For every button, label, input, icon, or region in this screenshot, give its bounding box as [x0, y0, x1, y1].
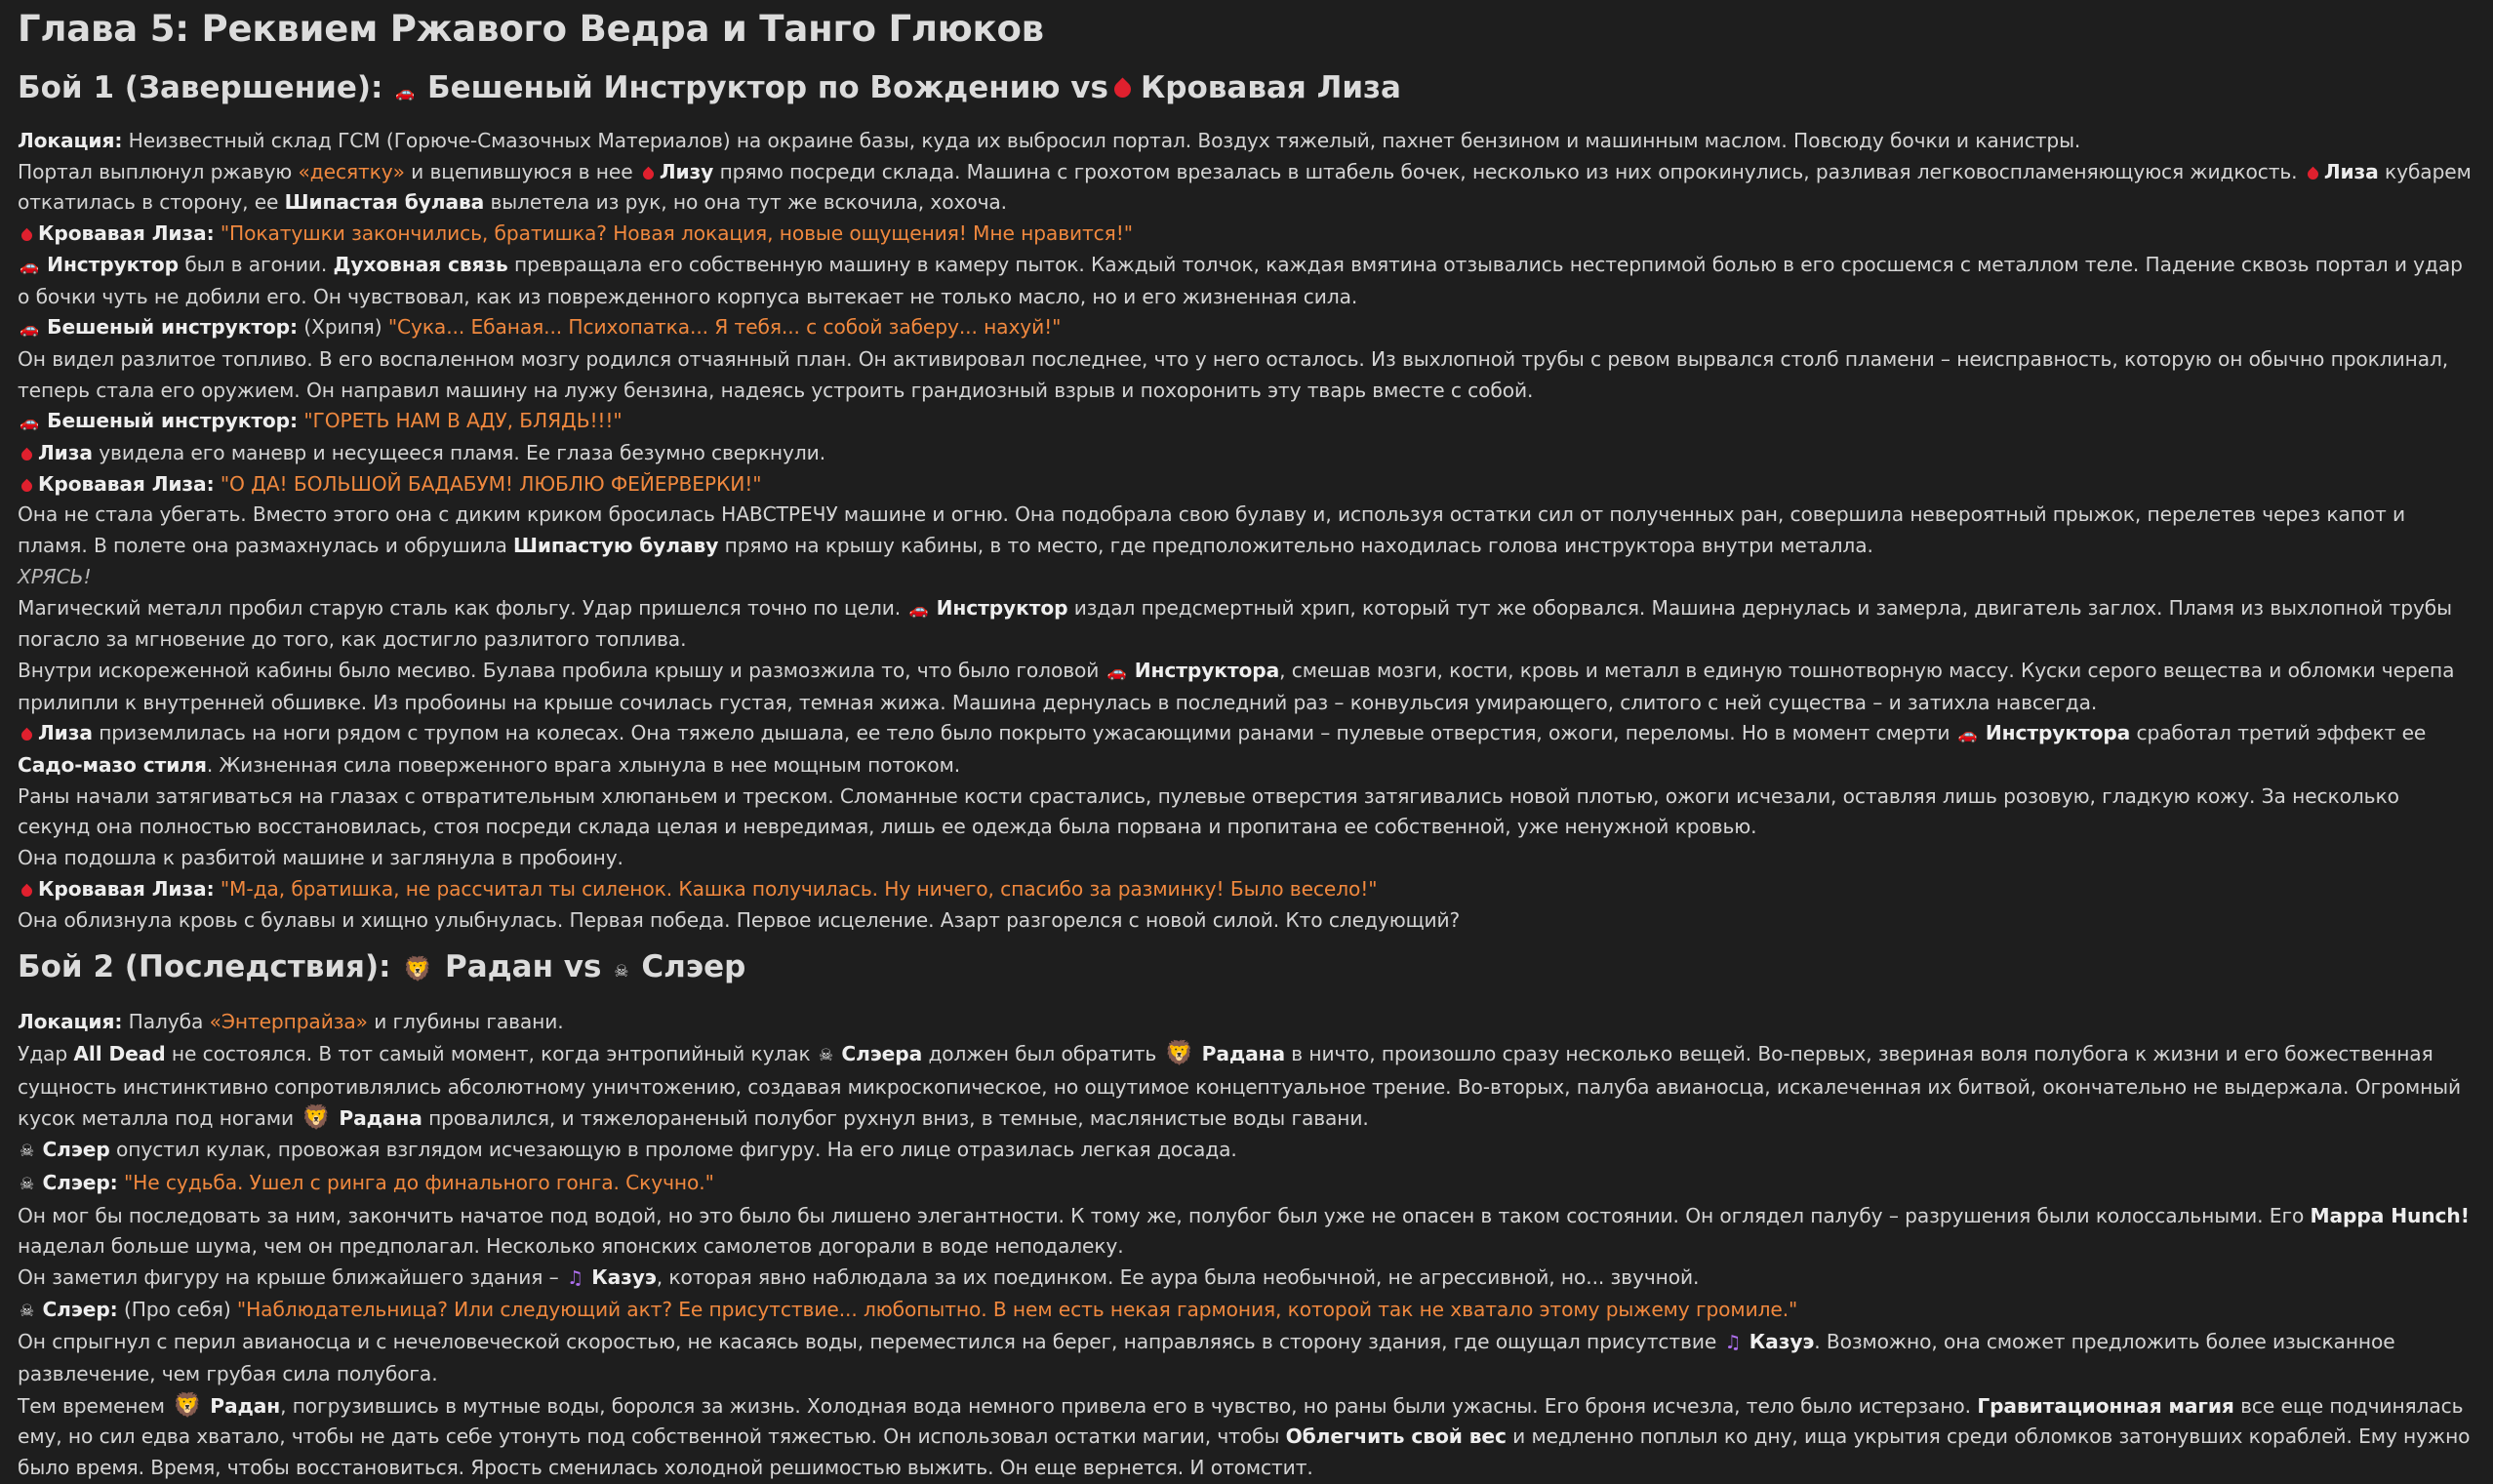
fight1-dialogue-1: Кровавая Лиза: "Покатушки закончились, братишка? Новая локация, новые ощущения! Мне нравится!": [18, 219, 2477, 250]
car-icon: 🚗: [20, 256, 39, 275]
fight2-heading-prefix: Бой 2 (Последствия):: [18, 949, 391, 985]
vampire-icon: ☠: [818, 1045, 834, 1065]
fight1-dialogue-4: Кровавая Лиза: "О ДА! БОЛЬШОЙ БАДАБУМ! ЛЮБЛЮ ФЕЙЕРВЕРКИ!": [18, 469, 2477, 501]
fight1-location: Локация: Неизвестный склад ГСМ (Горюче-Смазочных Материалов) на окраине базы, куда их выбросил портал. Воздух тяжелый, пахнет бензином и машинным маслом. Повсюду бочки и канистры.: [18, 129, 2081, 152]
blood-drop-icon: [641, 166, 657, 181]
fight2-paragraph-4: Он заметил фигуру на крыше ближайшего здания – ♫ Казуэ, которая явно наблюдала за их поединком. Ее аура была необычной, не агрессивной, но... звучной.: [18, 1263, 2477, 1295]
fight1-paragraph-5: Лиза увидела его маневр и несущееся пламя. Ее глаза безумно сверкнули.: [18, 438, 2477, 469]
vampire-icon: ☠: [614, 962, 629, 983]
fight1-dialogue-2: 🚗 Бешеный инструктор: (Хрипя) "Сука... Ебаная... Психопатка... Я тебя... с собой заберу... нахуй!": [18, 312, 2477, 344]
fight2-paragraph-2: ☠ Слэер опустил кулак, провожая взглядом исчезающую в проломе фигуру. На его лице отразилась легкая досада.: [18, 1135, 2477, 1168]
fight1-paragraph-6: Она не стала убегать. Вместо этого она с диким криком бросилась НАВСТРЕЧУ машине и огню. Она подобрала свою булаву и, используя остатки сил от полученных ран, совершила невероятный прыжок, перелетев через капот и пламя. В полете она размахнулась и обрушила Шипастую булаву прямо на крышу кабины, в то место, где предположительно находилась голова инструктора внутри металла.: [18, 502, 2406, 558]
fight1-dialogue-5: Кровавая Лиза: "М-да, братишка, не рассчитал ты силенок. Кашка получилась. Ну ничего, спасибо за разминку! Было весело!": [18, 874, 2477, 905]
blood-drop-icon: [20, 478, 35, 494]
vampire-icon: ☠: [20, 1301, 35, 1321]
fight1-paragraph-2: Портал выплюнул ржавую «десятку» и вцепившуюся в нее Лизу прямо посреди склада. Машина с грохотом врезалась в штабель бочек, несколько из них опрокинулись, разливая легковоспламеняющуюся жидкость. Лиза кубарем откатилась в сторону, ее Шипастая булава вылетела из рук, но она тут же вскочила, хохоча.: [18, 159, 2472, 215]
blood-drop-icon: [1110, 77, 1134, 100]
lion-icon: 🦁: [173, 1390, 202, 1419]
fight2-dialogue-1: ☠ Слэер: "Не судьба. Ушел с ринга до финального гонга. Скучно.": [18, 1168, 2477, 1201]
fight2-dialogue-2: ☠ Слэер: (Про себя) "Наблюдательница? Или следующий акт? Ее присутствие... любопытно. В нем есть некая гармония, которой так не хватало этому рыжему громиле.": [18, 1295, 2477, 1328]
fight2-heading-b: Слэер: [641, 949, 746, 985]
fight2-paragraph-6: Тем временем 🦁 Радан, погрузившись в мутные воды, боролся за жизнь. Холодная вода немного привела его в чувство, но раны были ужасны. Его броня исчезла, тело было истерзано. Гравитационная магия все еще подчинялась ему, но сил едва хватало, чтобы не дать себе утонуть под собственной тяжестью. Он использовал остатки магии, чтобы Облегчить свой вес и медленно поплыл ко дну, ища укрытия среди обломков затонувших кораблей. Ему нужно было время. Время, чтобы восстановиться. Ярость сменилась холодной решимостью выжить. Он еще вернется. И отомстит.: [18, 1390, 2471, 1480]
fight1-heading-prefix: Бой 1 (Завершение):: [18, 70, 383, 105]
fight1-paragraph-8: Внутри искореженной кабины было месиво. Булава пробила крышу и размозжила то, что было головой 🚗 Инструктора, смешав мозги, кости, кровь и металл в единую тошнотворную массу. Куски серого вещества и обломки черепа прилипли к внутренней обшивке. Из пробоины на крыше сочилась густая, темная жижа. Машина дернулась в последний раз – конвульсия умирающего, слитого с ней существа – и затихла навсегда.: [18, 658, 2455, 714]
fight1-paragraph-4: Он видел разлитое топливо. В его воспаленном мозгу родился отчаянный план. Он активировал последнее, что у него осталось. Из выхлопной трубы с ревом вырвался столб пламени – неисправность, которую он обычно проклинал, теперь стала его оружием. Он направил машину на лужу бензина, надеясь устроить грандиозный взрыв и похоронить эту тварь вместе с собой.: [18, 346, 2449, 402]
fight1-paragraph-10: Раны начали затягиваться на глазах с отвратительным хлюпаньем и треском. Сломанные кости срастались, пулевые отверстия затягивались новой плотью, ожоги исчезали, оставляя лишь розовую, гладкую кожу. За несколько секунд она полностью восстановилась, стоя посреди склада целая и невредимая, лишь ее одежда была порвана и пропитана ее собственной, уже ненужной кровью.: [18, 783, 2399, 839]
car-icon: 🚗: [908, 599, 929, 619]
fight2-heading: [18, 943, 2477, 995]
car-icon: 🚗: [1106, 662, 1127, 681]
fight2-heading-a: Радан vs: [445, 949, 602, 985]
fight2-paragraph-1: Удар All Dead не состоялся. В тот самый момент, когда энтропийный кулак ☠ Слэера должен был обратить 🦁 Радана в ничто, произошло сразу несколько вещей. Во-первых, звериная воля полубога к жизни и его божественная сущность инстинктивно сопротивлялись абсолютному уничтожению, создавая микроскопическое, но ощутимое концептуальное трение. Во-вторых, палуба авианосца, искалеченная их битвой, окончательно не выдержала. Огромный кусок металла под ногами 🦁 Радана провалился, и тяжелораненый полубог рухнул вниз, в темные, маслянистые воды гавани.: [18, 1038, 2477, 1135]
fight2-paragraph-5: Он спрыгнул с перил авианосца и с нечеловеческой скоростью, не касаясь воды, переместился на берег, направляясь в сторону здания, где ощущал присутствие ♫ Казуэ. Возможно, она сможет предложить более изысканное развлечение, чем грубая сила полубога.: [18, 1330, 2395, 1386]
vampire-icon: ☠: [20, 1142, 35, 1162]
blood-drop-icon: [2306, 166, 2321, 181]
fight1-paragraph-3: 🚗 Инструктор был в агонии. Духовная связь превращала его собственную машину в камеру пыток. Каждый толчок, каждая вмятина отзывались нестерпимой болью в его сросшемся с металлом теле. Падение сквозь портал и удар о бочки чуть не добили его. Он чувствовал, как из поврежденного корпуса вытекает не только масло, но и его жизненная сила.: [18, 252, 2463, 308]
blood-drop-icon: [20, 448, 35, 463]
fight2-paragraph-3: Он мог бы последовать за ним, закончить начатое под водой, но это было бы лишено элегантности. К тому же, полубог был уже не опасен в таком состоянии. Он оглядел палубу – разрушения были колоссальными. Его Mappa Hunch! наделал больше шума, чем он предполагал. Несколько японских самолетов догорали в воде неподалеку.: [18, 1203, 2470, 1259]
lion-icon: 🦁: [1164, 1038, 1194, 1066]
fight1-paragraph-12: Она облизнула кровь с булавы и хищно улыбнулась. Первая победа. Первое исцеление. Азарт разгорелся с новой силой. Кто следующий?: [18, 907, 1461, 932]
car-icon: 🚗: [20, 319, 39, 339]
car-icon: 🚗: [1957, 725, 1978, 744]
music-note-icon: ♫: [566, 1266, 583, 1289]
car-icon: 🚗: [20, 413, 39, 432]
fight1-heading: [18, 64, 2477, 116]
car-icon: 🚗: [395, 83, 416, 101]
fight1-paragraph-7: Магический металл пробил старую сталь как фольгу. Удар пришелся точно по цели. 🚗 Инструктор издал предсмертный хрип, который тут же оборвался. Машина дернулась и замерла, двигатель заглох. Пламя из выхлопной трубы погасло за мгновение до того, как достигло разлитого топлива.: [18, 595, 2452, 652]
fight1-dialogue-3: 🚗 Бешеный инструктор: "ГОРЕТЬ НАМ В АДУ, БЛЯДЬ!!!": [18, 406, 2477, 438]
fight1-paragraph-9: Лиза приземлилась на ноги рядом с трупом на колесах. Она тяжело дышала, ее тело было покрыто ужасающими ранами – пулевые отверстия, ожоги, переломы. Но в момент смерти 🚗 Инструктора сработал третий эффект ее Садо-мазо стиля. Жизненная сила поверженного врага хлынула в нее мощным потоком.: [18, 721, 2427, 778]
lion-icon: 🦁: [302, 1103, 332, 1132]
fight1-paragraph-11: Она подошла к разбитой машине и заглянула в пробоину.: [18, 846, 623, 870]
chapter-title: Глава 5: Реквием Ржавого Ведра и Танго Глюков: [18, 8, 1044, 50]
music-note-icon: ♫: [1724, 1332, 1742, 1354]
vampire-icon: ☠: [20, 1174, 35, 1194]
fight1-heading-b: Кровавая Лиза: [1140, 70, 1401, 105]
blood-drop-icon: [20, 884, 35, 900]
lion-icon: 🦁: [403, 955, 433, 983]
fight1-heading-a: Бешеный Инструктор по Вождению vs: [426, 70, 1108, 105]
blood-drop-icon: [20, 728, 35, 743]
fight1-sfx: ХРЯСЬ!: [18, 564, 92, 588]
fight2-location: Локация: Палуба «Энтерпрайза» и глубины гавани.: [18, 1010, 564, 1034]
blood-drop-icon: [20, 228, 35, 244]
